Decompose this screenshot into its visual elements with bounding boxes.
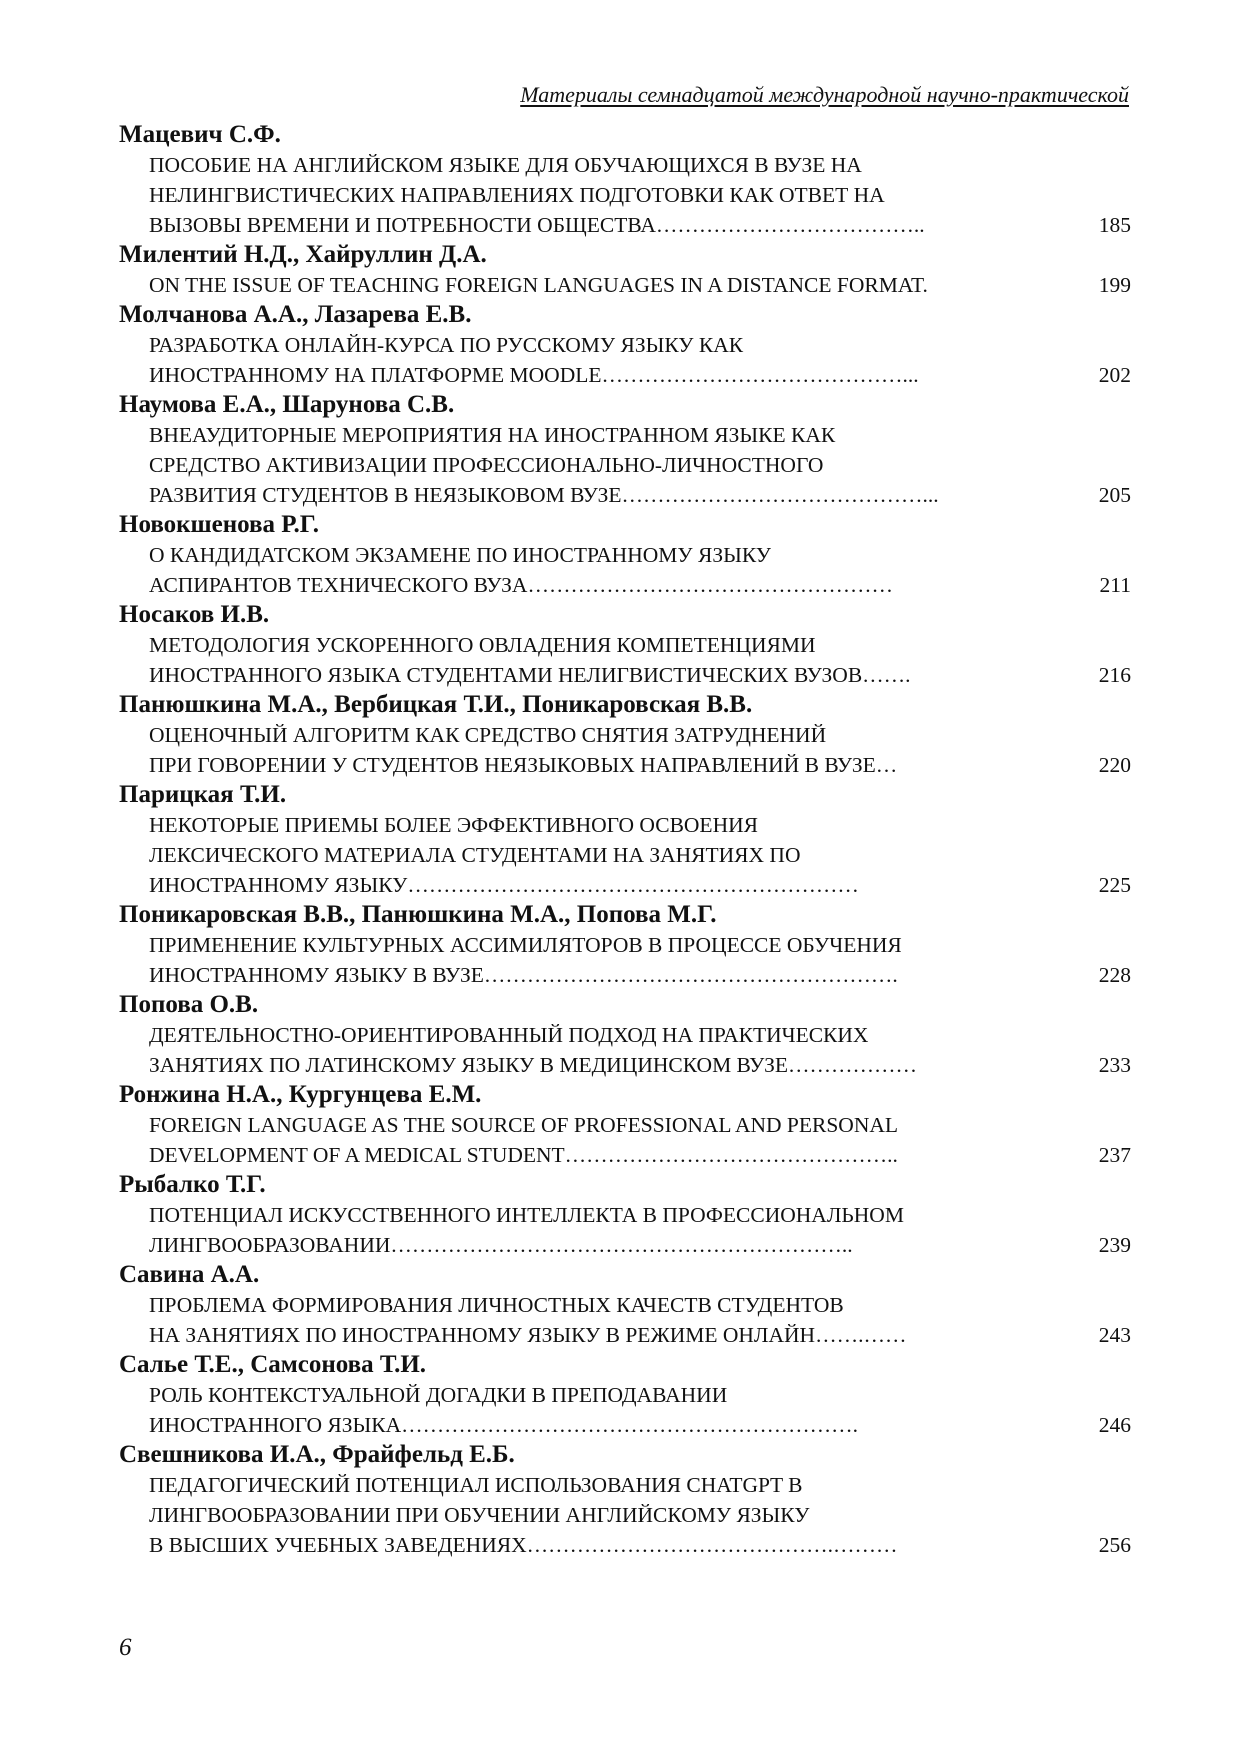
toc-entry-page-number: 205 xyxy=(1098,483,1131,507)
toc-entry-title xyxy=(119,1200,1131,1260)
toc-entry-title xyxy=(119,540,1131,600)
toc-entry-authors: Попова О.В. xyxy=(119,991,259,1018)
toc-entry-authors: Молчанова А.А., Лазарева Е.В. xyxy=(119,301,472,328)
toc-entry-title-line: В ВЫСШИХ УЧЕБНЫХ ЗАВЕДЕНИЯХ…………………………………….……… xyxy=(149,1533,898,1557)
toc-entry-page-number: 202 xyxy=(1098,363,1131,387)
toc-entry-title-line: РОЛЬ КОНТЕКСТУАЛЬНОЙ ДОГАДКИ В ПРЕПОДАВАНИИ xyxy=(149,1383,728,1407)
toc-entry-title-line: ЗАНЯТИЯХ ПО ЛАТИНСКОМУ ЯЗЫКУ В МЕДИЦИНСКОМ ВУЗЕ……………… xyxy=(149,1053,917,1077)
toc-entry xyxy=(119,990,1131,1080)
toc-entry-title xyxy=(119,720,1131,780)
toc-entry-authors: Салье Т.Е., Самсонова Т.И. xyxy=(119,1351,427,1378)
toc-entry-title-line: ON THE ISSUE OF TEACHING FOREIGN LANGUAGES IN A DISTANCE FORMAT. xyxy=(149,273,928,297)
toc-entry-title xyxy=(119,270,1131,300)
toc-entry-title-line: ВЫЗОВЫ ВРЕМЕНИ И ПОТРЕБНОСТИ ОБЩЕСТВА……………………………….. xyxy=(149,213,925,237)
toc-entry-authors: Носаков И.В. xyxy=(119,601,270,628)
toc-entry-title-line: ОЦЕНОЧНЫЙ АЛГОРИТМ КАК СРЕДСТВО СНЯТИЯ ЗАТРУДНЕНИЙ xyxy=(149,723,827,747)
toc-entry xyxy=(119,300,1131,390)
toc-entry-title-line: ПРИ ГОВОРЕНИИ У СТУДЕНТОВ НЕЯЗЫКОВЫХ НАПРАВЛЕНИЙ В ВУЗЕ… xyxy=(149,753,898,777)
toc-entry xyxy=(119,510,1131,600)
toc-entry-title xyxy=(119,1020,1131,1080)
toc-entry xyxy=(119,1080,1131,1170)
toc-entry-title xyxy=(119,1110,1131,1170)
toc-entry-authors: Ронжина Н.А., Кургунцева Е.М. xyxy=(119,1081,482,1108)
toc-entry-page-number: 199 xyxy=(1098,273,1131,297)
toc-entry-title-line: РАЗРАБОТКА ОНЛАЙН-КУРСА ПО РУССКОМУ ЯЗЫКУ КАК xyxy=(149,333,744,357)
toc-entry-title-line: МЕТОДОЛОГИЯ УСКОРЕННОГО ОВЛАДЕНИЯ КОМПЕТЕНЦИЯМИ xyxy=(149,633,816,657)
toc-entry-authors: Парицкая Т.И. xyxy=(119,781,287,808)
toc-entry xyxy=(119,390,1131,510)
toc-entry-title-line: FOREIGN LANGUAGE AS THE SOURCE OF PROFESSIONAL AND PERSONAL xyxy=(149,1113,899,1137)
toc-entry-title-line: ПОСОБИЕ НА АНГЛИЙСКОМ ЯЗЫКЕ ДЛЯ ОБУЧАЮЩИХСЯ В ВУЗЕ НА xyxy=(149,153,862,177)
toc-entry-page-number: 243 xyxy=(1098,1323,1131,1347)
toc-entry-title-line: ИНОСТРАННОГО ЯЗЫКА………………………………………………………. xyxy=(149,1413,859,1437)
toc-entry-page-number: 233 xyxy=(1098,1053,1131,1077)
toc-entry-authors: Панюшкина М.А., Вербицкая Т.И., Поникаровская В.В. xyxy=(119,691,753,718)
toc-entry-page-number: 220 xyxy=(1098,753,1131,777)
toc-entry xyxy=(119,1350,1131,1440)
toc-entry-title-line: ЛЕКСИЧЕСКОГО МАТЕРИАЛА СТУДЕНТАМИ НА ЗАНЯТИЯХ ПО xyxy=(149,843,801,867)
toc-entry-page-number: 216 xyxy=(1098,663,1131,687)
toc-entry-authors: Милентий Н.Д., Хайруллин Д.А. xyxy=(119,241,487,268)
toc-entry-title-line: ДЕЯТЕЛЬНОСТНО-ОРИЕНТИРОВАННЫЙ ПОДХОД НА ПРАКТИЧЕСКИХ xyxy=(149,1023,869,1047)
toc-entry-authors: Мацевич С.Ф. xyxy=(119,121,281,148)
table-of-contents xyxy=(119,120,1131,1560)
toc-entry-page-number: 185 xyxy=(1098,213,1131,237)
toc-entry-title-line: ПРИМЕНЕНИЕ КУЛЬТУРНЫХ АССИМИЛЯТОРОВ В ПРОЦЕССЕ ОБУЧЕНИЯ xyxy=(149,933,902,957)
toc-entry-page-number: 256 xyxy=(1098,1533,1131,1557)
toc-entry-page-number: 237 xyxy=(1098,1143,1131,1167)
toc-entry-title-line: НЕКОТОРЫЕ ПРИЕМЫ БОЛЕЕ ЭФФЕКТИВНОГО ОСВОЕНИЯ xyxy=(149,813,758,837)
toc-entry xyxy=(119,780,1131,900)
toc-entry-authors: Наумова Е.А., Шарунова С.В. xyxy=(119,391,455,418)
toc-entry-authors: Новокшенова Р.Г. xyxy=(119,511,320,538)
toc-entry xyxy=(119,600,1131,690)
toc-entry-title-line: ПОТЕНЦИАЛ ИСКУССТВЕННОГО ИНТЕЛЛЕКТА В ПРОФЕССИОНАЛЬНОМ xyxy=(149,1203,904,1227)
toc-entry xyxy=(119,1440,1131,1560)
toc-entry-title-line: О КАНДИДАТСКОМ ЭКЗАМЕНЕ ПО ИНОСТРАННОМУ ЯЗЫКУ xyxy=(149,543,771,567)
toc-entry-title-line: СРЕДСТВО АКТИВИЗАЦИИ ПРОФЕССИОНАЛЬНО-ЛИЧНОСТНОГО xyxy=(149,453,824,477)
page-number: 6 xyxy=(119,1634,132,1661)
toc-entry xyxy=(119,240,1131,300)
toc-entry-title-line: ПРОБЛЕМА ФОРМИРОВАНИЯ ЛИЧНОСТНЫХ КАЧЕСТВ СТУДЕНТОВ xyxy=(149,1293,844,1317)
toc-entry-authors: Свешникова И.А., Фрайфельд Е.Б. xyxy=(119,1441,515,1468)
toc-entry-title-line: ИНОСТРАННОМУ ЯЗЫКУ В ВУЗЕ…………………………………………………. xyxy=(149,963,898,987)
toc-entry-title-line: РАЗВИТИЯ СТУДЕНТОВ В НЕЯЗЫКОВОМ ВУЗЕ……………………………………... xyxy=(149,483,939,507)
toc-entry xyxy=(119,900,1131,990)
toc-entry-title xyxy=(119,1290,1131,1350)
running-header: Материалы семнадцатой международной научно-практической xyxy=(520,82,1129,107)
toc-entry-title-line: ИНОСТРАННОМУ НА ПЛАТФОРМЕ MOODLE……………………………………... xyxy=(149,363,919,387)
toc-entry-title xyxy=(119,1470,1131,1560)
toc-entry-title xyxy=(119,330,1131,390)
toc-entry xyxy=(119,1260,1131,1350)
toc-entry-title-line: DEVELOPMENT OF A MEDICAL STUDENT……………………………………….. xyxy=(149,1143,898,1167)
toc-entry-page-number: 228 xyxy=(1098,963,1131,987)
toc-entry-title-line: ВНЕАУДИТОРНЫЕ МЕРОПРИЯТИЯ НА ИНОСТРАННОМ ЯЗЫКЕ КАК xyxy=(149,423,836,447)
toc-entry-authors: Поникаровская В.В., Панюшкина М.А., Попова М.Г. xyxy=(119,901,717,928)
toc-entry-authors: Рыбалко Т.Г. xyxy=(119,1171,266,1198)
toc-entry-page-number: 239 xyxy=(1098,1233,1131,1257)
toc-entry-title-line: ЛИНГВООБРАЗОВАНИИ……………………………………………………….. xyxy=(149,1233,853,1257)
toc-entry-title xyxy=(119,1380,1131,1440)
toc-entry xyxy=(119,690,1131,780)
toc-entry xyxy=(119,120,1131,240)
toc-entry xyxy=(119,1170,1131,1260)
toc-entry-title xyxy=(119,930,1131,990)
toc-entry-page-number: 246 xyxy=(1098,1413,1131,1437)
toc-entry-title-line: АСПИРАНТОВ ТЕХНИЧЕСКОГО ВУЗА…………………………………………… xyxy=(149,573,893,597)
toc-entry-title xyxy=(119,420,1131,510)
toc-entry-title-line: ИНОСТРАННОМУ ЯЗЫКУ……………………………………………………… xyxy=(149,873,859,897)
toc-entry-title xyxy=(119,630,1131,690)
toc-entry-title-line: ЛИНГВООБРАЗОВАНИИ ПРИ ОБУЧЕНИИ АНГЛИЙСКОМУ ЯЗЫКУ xyxy=(149,1503,810,1527)
toc-entry-authors: Савина А.А. xyxy=(119,1261,260,1288)
toc-entry-title-line: ИНОСТРАННОГО ЯЗЫКА СТУДЕНТАМИ НЕЛИГВИСТИЧЕСКИХ ВУЗОВ……. xyxy=(149,663,911,687)
toc-entry-page-number: 225 xyxy=(1098,873,1131,897)
toc-entry-title xyxy=(119,810,1131,900)
toc-entry-title xyxy=(119,150,1131,240)
toc-entry-title-line: НА ЗАНЯТИЯХ ПО ИНОСТРАННОМУ ЯЗЫКУ В РЕЖИМЕ ОНЛАЙН…….…… xyxy=(149,1323,907,1347)
toc-entry-title-line: ПЕДАГОГИЧЕСКИЙ ПОТЕНЦИАЛ ИСПОЛЬЗОВАНИЯ CHATGPT В xyxy=(149,1473,803,1497)
toc-entry-page-number: 211 xyxy=(1099,573,1131,597)
toc-entry-title-line: НЕЛИНГВИСТИЧЕСКИХ НАПРАВЛЕНИЯХ ПОДГОТОВКИ КАК ОТВЕТ НА xyxy=(149,183,885,207)
